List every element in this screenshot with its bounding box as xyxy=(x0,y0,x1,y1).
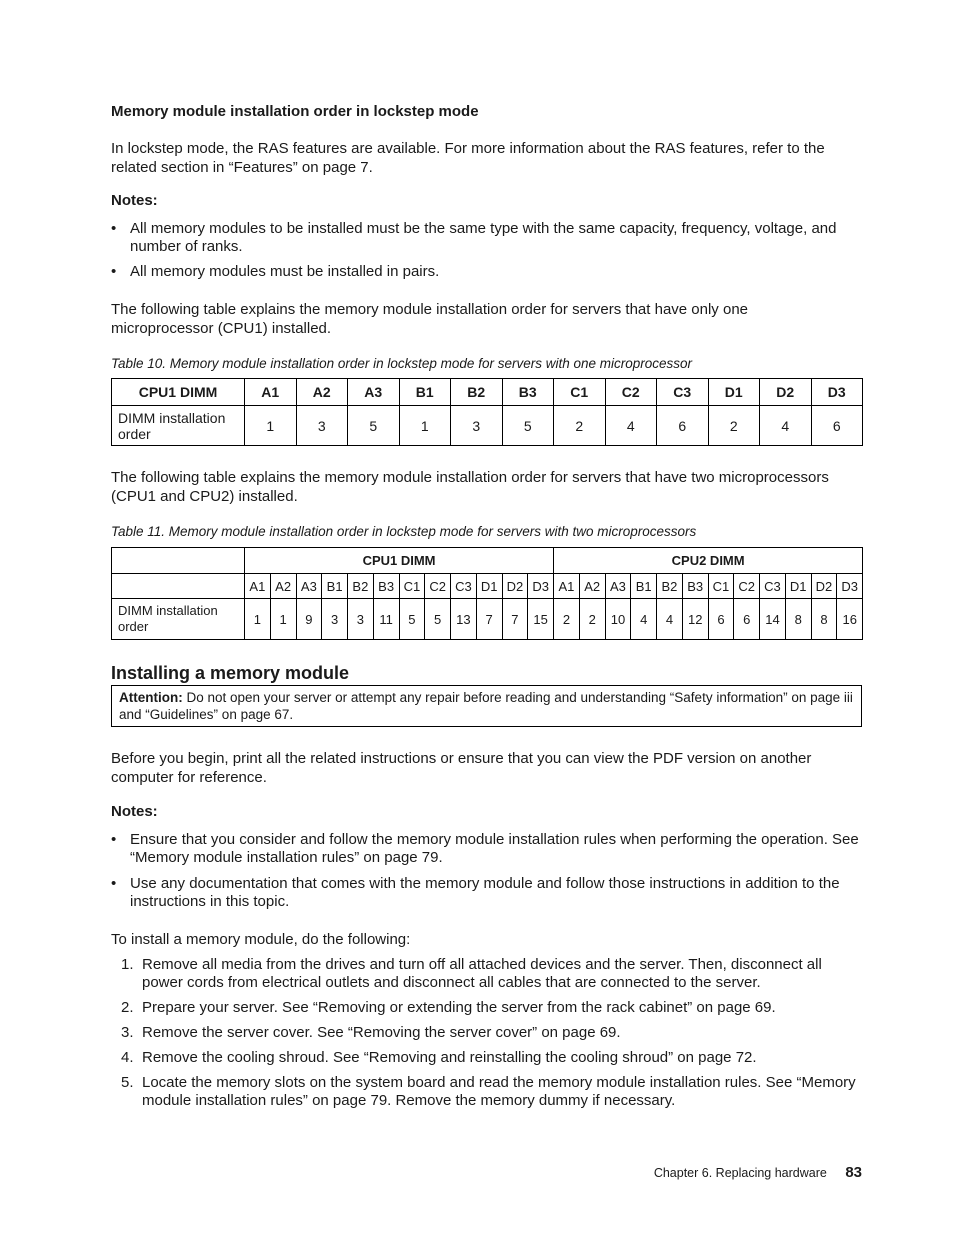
table11-column-header: B1 xyxy=(322,574,348,599)
steps-intro: To install a memory module, do the following: xyxy=(111,931,411,948)
two-cpu-paragraph: The following table explains the memory module installation order for servers that have two microprocessors (CPU1 and CPU2) installed. xyxy=(111,469,829,505)
table11-column-header: B1 xyxy=(631,574,657,599)
table11-cell: 1 xyxy=(245,599,271,640)
section-heading-lockstep: Memory module installation order in lockstep mode xyxy=(111,103,479,120)
table10-cell: 4 xyxy=(605,406,657,446)
step-number: 2. xyxy=(121,999,134,1016)
table11-cell: 1 xyxy=(270,599,296,640)
lockstep-notes-list xyxy=(111,220,862,281)
step-text: Remove the server cover. See “Removing the server cover” on page 69. xyxy=(142,1024,621,1041)
table11-group-cpu1: CPU1 DIMM xyxy=(245,548,554,574)
table11-cell: 16 xyxy=(837,599,863,640)
table11-cell: 2 xyxy=(579,599,605,640)
table11-column-header: D3 xyxy=(528,574,554,599)
table11-column-header: B2 xyxy=(348,574,374,599)
table11-header-row xyxy=(112,574,863,599)
table10-cell: 1 xyxy=(245,406,297,446)
table11-cell: 14 xyxy=(760,599,786,640)
table11-row-label: DIMM installation order xyxy=(112,599,245,640)
table11-data-row xyxy=(112,599,863,640)
notes-label: Notes: xyxy=(111,803,158,820)
table11-cell: 12 xyxy=(682,599,708,640)
table10-cell: 1 xyxy=(399,406,451,446)
table10 xyxy=(111,378,863,446)
step-number: 4. xyxy=(121,1049,134,1066)
table10-column-header: C1 xyxy=(554,379,606,406)
table11-column-header: D2 xyxy=(502,574,528,599)
step-text: Remove all media from the drives and turn off all attached devices and the server. Then, disconnect all power cords from electrical outlets and disconnect all cables that are connected to the server. xyxy=(142,956,822,991)
table11-column-header: A2 xyxy=(270,574,296,599)
table11-column-header: B3 xyxy=(373,574,399,599)
table11-cell: 5 xyxy=(425,599,451,640)
table11-cell: 8 xyxy=(811,599,837,640)
page-footer xyxy=(654,1164,862,1182)
table11-column-header: C3 xyxy=(451,574,477,599)
table11-corner-cell xyxy=(112,548,245,574)
table11-column-header: D1 xyxy=(476,574,502,599)
one-cpu-paragraph: The following table explains the memory module installation order for servers that have only one microprocessor (CPU1) installed. xyxy=(111,301,749,337)
table10-cell: 3 xyxy=(296,406,348,446)
step-text: Remove the cooling shroud. See “Removing and reinstalling the cooling shroud” on page 72. xyxy=(142,1049,757,1066)
list-item xyxy=(111,1074,862,1110)
table11-column-header: A1 xyxy=(554,574,580,599)
table10-column-header: D3 xyxy=(811,379,863,406)
table10-column-header: D1 xyxy=(708,379,760,406)
page-number: 83 xyxy=(845,1164,862,1181)
table11-cell: 4 xyxy=(631,599,657,640)
table11-cell: 15 xyxy=(528,599,554,640)
table10-column-header: A2 xyxy=(296,379,348,406)
table11-column-header: C1 xyxy=(399,574,425,599)
table11-column-header: C2 xyxy=(425,574,451,599)
list-item xyxy=(111,1049,862,1067)
table11-column-header: B3 xyxy=(682,574,708,599)
table11-cell: 2 xyxy=(554,599,580,640)
step-number: 3. xyxy=(121,1024,134,1041)
table11-cell: 3 xyxy=(348,599,374,640)
step-number: 5. xyxy=(121,1074,134,1091)
table11-empty-cell xyxy=(112,574,245,599)
list-item xyxy=(111,956,862,992)
lockstep-intro: In lockstep mode, the RAS features are available. For more information about the RAS features, refer to the related section in “Features” on page 7. xyxy=(111,140,825,176)
table10-cell: 5 xyxy=(348,406,400,446)
table10-cell: 5 xyxy=(502,406,554,446)
step-text: Prepare your server. See “Removing or extending the server from the rack cabinet” on page 69. xyxy=(142,999,776,1016)
table10-column-header: B1 xyxy=(399,379,451,406)
table11-cell: 6 xyxy=(734,599,760,640)
table11-cell: 9 xyxy=(296,599,322,640)
list-item: • Use any documentation that comes with the memory module and follow those instructions in addition to the instructions in this topic. xyxy=(111,875,862,911)
notes-label: Notes: xyxy=(111,192,158,209)
table10-cell: 6 xyxy=(657,406,709,446)
table10-column-header: A3 xyxy=(348,379,400,406)
table11-column-header: A3 xyxy=(605,574,631,599)
before-you-begin: Before you begin, print all the related instructions or ensure that you can view the PDF version on another computer for reference. xyxy=(111,750,812,786)
table11-cell: 7 xyxy=(476,599,502,640)
table10-header-row xyxy=(112,379,863,406)
table10-row-label: DIMM installation order xyxy=(112,406,245,446)
table10-column-header: B3 xyxy=(502,379,554,406)
table11-column-header: D2 xyxy=(811,574,837,599)
attention-box xyxy=(111,685,862,727)
list-item xyxy=(111,999,862,1017)
list-item xyxy=(111,1024,862,1042)
table11-column-header: D3 xyxy=(837,574,863,599)
table10-column-header: B2 xyxy=(451,379,503,406)
table10-column-header: C2 xyxy=(605,379,657,406)
table11-cell: 4 xyxy=(657,599,683,640)
list-item: • All memory modules must be installed in pairs. xyxy=(111,263,862,281)
table11-column-header: A2 xyxy=(579,574,605,599)
list-item: • Ensure that you consider and follow the memory module installation rules when performing the operation. See “Memory module installation rules” on page 79. xyxy=(111,831,862,867)
step-text: Locate the memory slots on the system board and read the memory module installation rules. See “Memory module installation rules” on page 79. Remove the memory dummy if necessary. xyxy=(142,1074,856,1109)
install-notes-list xyxy=(111,831,862,911)
attention-text: Do not open your server or attempt any repair before reading and understanding “Safety information” on page iii and “Guidelines” on page 67. xyxy=(119,690,853,722)
table11-column-header: A3 xyxy=(296,574,322,599)
table11-column-header: C1 xyxy=(708,574,734,599)
table10-cell: 2 xyxy=(708,406,760,446)
table11-column-header: C3 xyxy=(760,574,786,599)
footer-chapter: Chapter 6. Replacing hardware xyxy=(653,1166,827,1180)
step-number: 1. xyxy=(121,956,134,973)
table11-column-header: C2 xyxy=(734,574,760,599)
table10-caption: Table 10. Memory module installation order in lockstep mode for servers with one microprocessor xyxy=(111,356,693,371)
table10-column-header: D2 xyxy=(760,379,812,406)
table11-cell: 13 xyxy=(451,599,477,640)
install-steps-list xyxy=(111,956,862,1117)
section-heading-installing: Installing a memory module xyxy=(111,663,350,683)
attention-label: Attention: xyxy=(119,690,183,705)
table11-caption: Table 11. Memory module installation order in lockstep mode for servers with two microprocessors xyxy=(111,524,697,539)
table10-cell: 2 xyxy=(554,406,606,446)
table11-cell: 5 xyxy=(399,599,425,640)
table11-cell: 8 xyxy=(785,599,811,640)
table11-column-header: B2 xyxy=(657,574,683,599)
table11 xyxy=(111,547,863,640)
table11-cell: 6 xyxy=(708,599,734,640)
table11-column-header: D1 xyxy=(785,574,811,599)
table11-column-header: A1 xyxy=(245,574,271,599)
table10-data-row xyxy=(112,406,863,446)
table10-header-label: CPU1 DIMM xyxy=(112,379,245,406)
table11-cell: 11 xyxy=(373,599,399,640)
table11-cell: 10 xyxy=(605,599,631,640)
table11-group-row xyxy=(112,548,863,574)
table10-cell: 4 xyxy=(760,406,812,446)
table11-cell: 7 xyxy=(502,599,528,640)
table11-cell: 3 xyxy=(322,599,348,640)
table10-cell: 6 xyxy=(811,406,863,446)
list-item: • All memory modules to be installed must be the same type with the same capacity, frequency, voltage, and number of ranks. xyxy=(111,220,862,256)
table10-column-header: A1 xyxy=(245,379,297,406)
table11-group-cpu2: CPU2 DIMM xyxy=(554,548,863,574)
table10-cell: 3 xyxy=(451,406,503,446)
table10-column-header: C3 xyxy=(657,379,709,406)
